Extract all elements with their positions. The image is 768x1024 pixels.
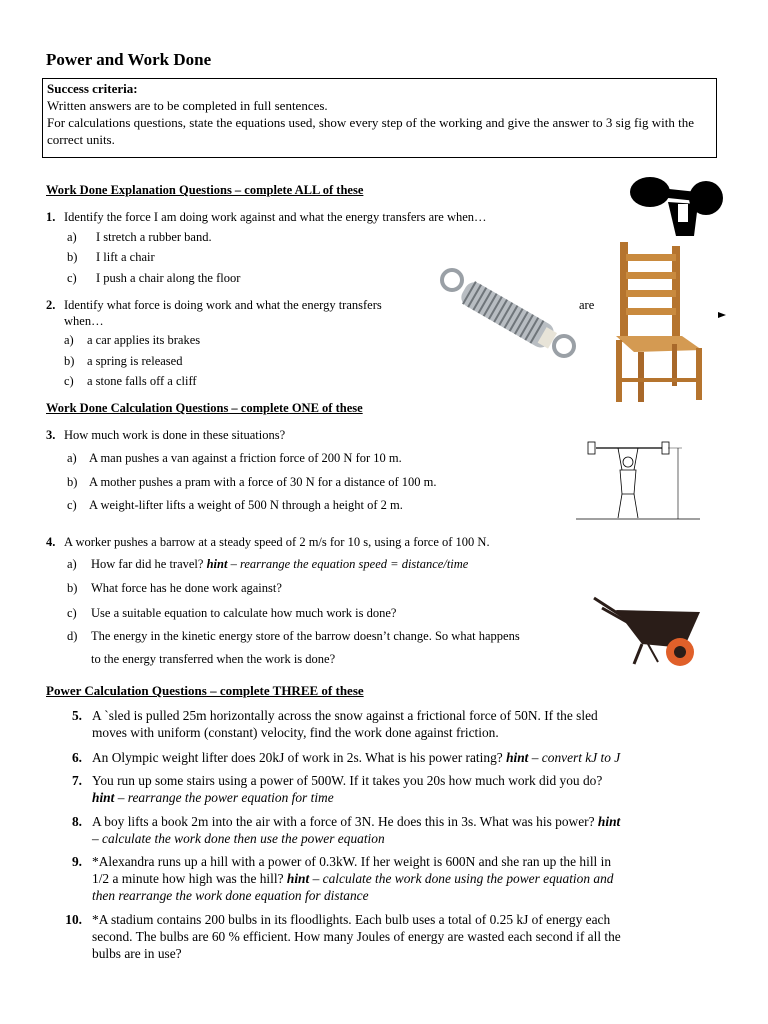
question-number: 10.: [65, 912, 82, 927]
page-title: Power and Work Done: [46, 50, 212, 69]
part-label: b): [67, 581, 78, 595]
part-label: b): [67, 475, 78, 489]
part-text: I stretch a rubber band.: [96, 230, 212, 244]
part-label: c): [67, 271, 77, 285]
part-label: a): [64, 333, 74, 347]
part-text: How far did he travel?: [91, 557, 204, 571]
hint-text: – rearrange the power equation for time: [117, 790, 334, 805]
hint-text: – calculate the work done using the power equation and: [312, 871, 614, 886]
part-label: b): [64, 354, 75, 368]
part-text: The energy in the kinetic energy store of the barrow doesn’t change. So what happens: [91, 629, 520, 643]
question-text: A worker pushes a barrow at a steady speed of 2 m/s for 10 s, using a force of 100 N.: [64, 535, 490, 549]
part-label: c): [67, 606, 77, 620]
question-text: How much work is done in these situations?: [64, 428, 286, 442]
part-label: a): [67, 451, 77, 465]
hint-text: – calculate the work done then use the power equation: [92, 831, 385, 846]
question-number: 3.: [46, 428, 56, 442]
part-text: What force has he done work against?: [91, 581, 282, 595]
question-number: 1.: [46, 210, 56, 224]
dumbbell-icon: [628, 176, 724, 238]
section-heading-calculation: Work Done Calculation Questions – complete ONE of these: [46, 401, 363, 415]
hint-label: hint: [92, 790, 115, 805]
part-label: a): [67, 557, 77, 571]
success-criteria-box: [42, 78, 717, 158]
hint-label: hint: [286, 871, 310, 886]
hint-text: – rearrange the equation speed = distance/time: [230, 557, 469, 571]
section-heading-explanation: Work Done Explanation Questions – complete ALL of these: [46, 183, 364, 197]
criteria-heading: Success criteria:: [47, 81, 138, 96]
part-text: a spring is released: [87, 354, 183, 368]
question-number: 4.: [46, 535, 56, 549]
question-number: 8.: [71, 814, 82, 829]
chair-image: [612, 240, 712, 406]
question-text-cont: 1/2 a minute how high was the hill?: [92, 871, 284, 886]
question-text: A `sled is pulled 25m horizontally across the snow against a frictional force of 50N. If the sled: [92, 708, 598, 723]
criteria-line-1: Written answers are to be completed in full sentences.: [47, 98, 328, 113]
hint-text-cont: then rearrange the work done equation for distance: [92, 888, 369, 903]
wheelbarrow-image: [588, 588, 712, 674]
part-text: A man pushes a van against a friction force of 200 N for 10 m.: [89, 451, 402, 465]
part-text: a car applies its brakes: [87, 333, 201, 347]
question-number: 6.: [71, 750, 82, 765]
part-text: I push a chair along the floor: [96, 271, 241, 285]
question-7: [68, 772, 602, 806]
question-2-cont: when…: [64, 314, 104, 328]
question-text: *A stadium contains 200 bulbs in its floodlights. Each bulb uses a total of 0.25 kJ of energy each: [92, 912, 611, 927]
question-10: [65, 911, 621, 962]
question-number: 9.: [71, 854, 82, 869]
part-text: a stone falls off a cliff: [87, 374, 197, 388]
part-text: A mother pushes a pram with a force of 30 N for a distance of 100 m.: [89, 475, 437, 489]
part-text: I lift a chair: [96, 250, 155, 264]
question-text: You run up some stairs using a power of 500W. If it takes you 20s how much work did you do?: [92, 773, 603, 788]
part-label: b): [67, 250, 78, 264]
question-text-cont2: bulbs are in use?: [92, 946, 182, 961]
hint-text: – convert kJ to J: [531, 750, 621, 765]
section-heading-power: Power Calculation Questions – complete THREE of these: [46, 683, 364, 698]
question-number: 2.: [46, 298, 56, 312]
question-text: A boy lifts a book 2m into the air with a force of 3N. He does this in 3s. What was his power?: [92, 814, 595, 829]
question-5: [68, 707, 598, 741]
question-6: [68, 749, 620, 766]
hint-label: hint: [506, 750, 529, 765]
question-text-end: are: [579, 298, 595, 312]
hint-label: hint: [206, 557, 228, 571]
question-text: *Alexandra runs up a hill with a power of 0.3kW. If her weight is 600N and she ran up the hill in: [92, 854, 612, 869]
question-9: [68, 853, 613, 904]
question-text: Identify the force I am doing work against and what the energy transfers are when…: [64, 210, 487, 224]
part-label: c): [67, 498, 77, 512]
question-text: Identify what force is doing work and what the energy transfers: [64, 298, 382, 312]
part-text: A weight-lifter lifts a weight of 500 N through a height of 2 m.: [89, 498, 403, 512]
question-number: 5.: [71, 708, 82, 723]
question-8: [68, 813, 620, 847]
weightlifter-diagram: [560, 440, 708, 524]
criteria-line-2: For calculations questions, state the equations used, show every step of the working and give the answer to 3 sig fig with the correct units.: [47, 115, 694, 147]
question-number: 7.: [71, 773, 82, 788]
part-label: c): [64, 374, 74, 388]
hint-label: hint: [597, 814, 621, 829]
part-label: a): [67, 230, 77, 244]
question-text: An Olympic weight lifter does 20kJ of work in 2s. What is his power rating?: [92, 750, 503, 765]
spring-image: [436, 266, 582, 362]
question-text-cont: second. The bulbs are 60 % efficient. How many Joules of energy are wasted each second if all the: [92, 929, 621, 944]
part-label: d): [67, 629, 78, 643]
q4-part-d-cont: to the energy transferred when the work is done?: [91, 652, 336, 666]
part-text: Use a suitable equation to calculate how much work is done?: [91, 606, 397, 620]
question-text-cont: moves with uniform (constant) velocity, find the work done against friction.: [92, 725, 499, 740]
arrow-marker-icon: [718, 311, 728, 319]
